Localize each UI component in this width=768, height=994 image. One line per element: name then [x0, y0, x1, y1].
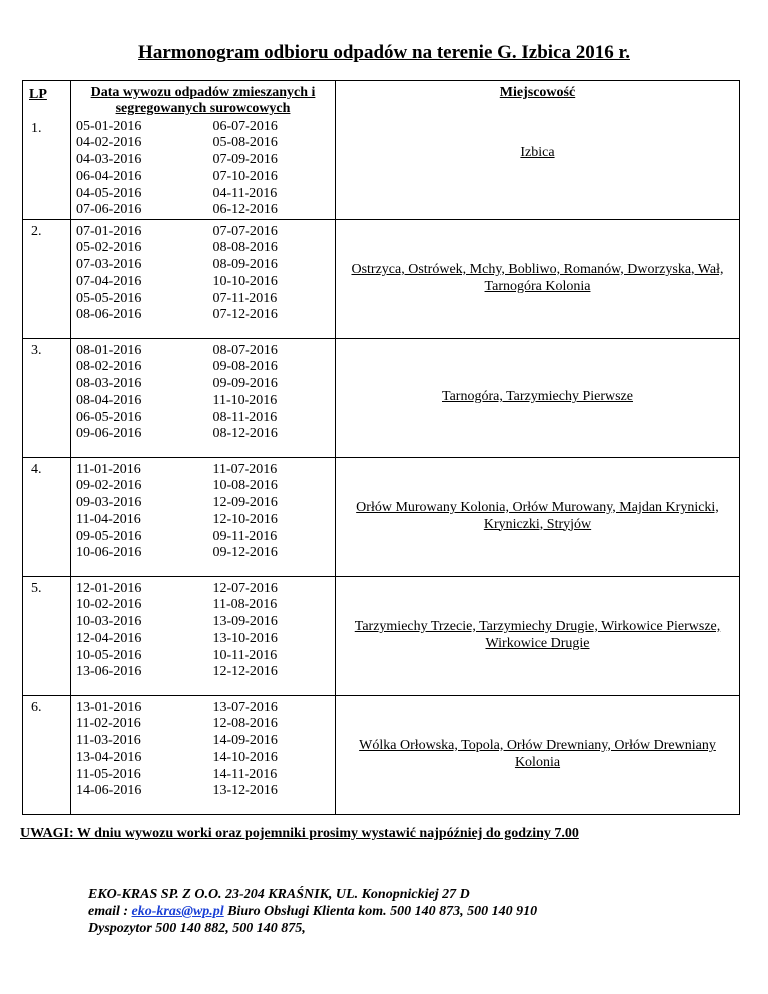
dates-block — [71, 339, 335, 457]
date-value: 07-07-2016 — [212, 223, 278, 239]
schedule-table — [22, 80, 740, 815]
lp-cell — [23, 80, 71, 219]
date-value: 06-04-2016 — [76, 168, 142, 184]
date-value: 07-01-2016 — [76, 223, 142, 239]
date-value: 06-12-2016 — [212, 202, 278, 218]
date-value: 06-05-2016 — [76, 409, 142, 425]
row-number: 5. — [31, 580, 42, 596]
date-value: 10-11-2016 — [212, 647, 278, 663]
place-name: Tarnogóra, Tarzymiechy Pierwsze — [442, 389, 633, 405]
place-name: Tarzymiechy Trzecie, Tarzymiechy Drugie, Wirkowice Pierwsze, Wirkowice Drugie — [354, 618, 721, 651]
date-value: 13-12-2016 — [212, 783, 278, 799]
lp-cell — [23, 457, 71, 576]
table-row — [23, 695, 740, 814]
dates-left-column — [71, 343, 199, 457]
date-value: 14-10-2016 — [212, 749, 278, 765]
row-number: 1. — [31, 120, 42, 136]
dates-block — [71, 119, 335, 219]
dates-right-column — [199, 462, 336, 576]
footer-contact — [88, 903, 537, 920]
lp-cell — [23, 576, 71, 695]
date-value: 10-02-2016 — [76, 597, 142, 613]
date-value: 08-04-2016 — [76, 392, 142, 408]
place-cell — [336, 576, 740, 695]
lp-header: LP — [29, 86, 47, 102]
date-value: 10-10-2016 — [212, 273, 278, 289]
dates-cell — [71, 457, 336, 576]
lp-cell — [23, 219, 71, 338]
date-value: 13-01-2016 — [76, 699, 142, 715]
email-link[interactable]: eko-kras@wp.pl — [131, 904, 224, 919]
date-value: 12-10-2016 — [212, 511, 278, 527]
row-number: 2. — [31, 223, 42, 239]
note: UWAGI: W dniu wywozu worki oraz pojemniki prosimy wystawić najpóźniej do godziny 7.00 — [20, 826, 579, 841]
date-value: 09-09-2016 — [212, 376, 278, 392]
date-value: 09-02-2016 — [76, 478, 142, 494]
footer-email-suffix: Biuro Obsługi Klienta kom. 500 140 873, 500 140 910 — [223, 904, 538, 919]
date-value: 05-08-2016 — [212, 135, 278, 151]
date-value: 11-05-2016 — [76, 766, 141, 782]
date-value: 12-04-2016 — [76, 630, 142, 646]
date-value: 08-12-2016 — [212, 426, 278, 442]
date-value: 05-01-2016 — [76, 118, 142, 134]
date-value: 13-10-2016 — [212, 630, 278, 646]
place-cell — [336, 219, 740, 338]
place-cell — [336, 695, 740, 814]
date-value: 14-09-2016 — [212, 733, 278, 749]
date-value: 07-03-2016 — [76, 257, 142, 273]
date-value: 11-08-2016 — [212, 597, 278, 613]
place-header: Miejscowość — [499, 84, 576, 100]
date-value: 08-07-2016 — [212, 342, 278, 358]
table-row — [23, 80, 740, 219]
dates-right-column — [199, 343, 336, 457]
place-name: Wólka Orłowska, Topola, Orłów Drewniany, Orłów Drewniany Kolonia — [359, 737, 716, 770]
footer-dispatcher: Dyspozytor 500 140 882, 500 140 875, — [88, 921, 306, 936]
dates-cell — [71, 338, 336, 457]
date-value: 07-12-2016 — [212, 307, 278, 323]
date-value: 12-08-2016 — [212, 716, 278, 732]
date-value: 08-09-2016 — [212, 257, 278, 273]
dates-cell — [71, 80, 336, 219]
place-name: Izbica — [520, 144, 555, 160]
date-value: 07-06-2016 — [76, 202, 142, 218]
date-value: 10-06-2016 — [76, 545, 142, 561]
dates-left-column — [71, 119, 199, 219]
dates-block — [71, 577, 335, 695]
dates-cell — [71, 576, 336, 695]
date-value: 11-02-2016 — [76, 716, 141, 732]
date-value: 08-08-2016 — [212, 240, 278, 256]
date-value: 11-04-2016 — [76, 511, 141, 527]
date-value: 12-01-2016 — [76, 580, 142, 596]
date-value: 12-09-2016 — [212, 495, 278, 511]
date-value: 07-11-2016 — [212, 290, 278, 306]
date-value: 05-02-2016 — [76, 240, 142, 256]
row-number: 4. — [31, 461, 42, 477]
date-value: 09-03-2016 — [76, 495, 142, 511]
dates-cell — [71, 219, 336, 338]
date-value: 04-03-2016 — [76, 152, 142, 168]
dates-right-column — [199, 700, 336, 814]
date-value: 13-09-2016 — [212, 614, 278, 630]
footer-company: EKO-KRAS SP. Z O.O. 23-204 KRAŚNIK, UL. Konopnickiej 27 D — [88, 887, 470, 902]
dates-block — [71, 458, 335, 576]
page-title: Harmonogram odbioru odpadów na terenie G. Izbica 2016 r. — [138, 42, 630, 63]
date-value: 11-07-2016 — [212, 461, 278, 477]
lp-cell — [23, 695, 71, 814]
date-value: 08-02-2016 — [76, 359, 142, 375]
date-value: 13-07-2016 — [212, 699, 278, 715]
date-value: 08-11-2016 — [212, 409, 278, 425]
dates-right-column — [199, 224, 336, 338]
date-value: 14-06-2016 — [76, 783, 142, 799]
dates-right-column — [199, 581, 336, 695]
date-value: 12-07-2016 — [212, 580, 278, 596]
date-value: 09-05-2016 — [76, 528, 142, 544]
dates-cell — [71, 695, 336, 814]
date-value: 10-05-2016 — [76, 647, 142, 663]
table-row — [23, 338, 740, 457]
row-number: 6. — [31, 699, 42, 715]
footer-email-prefix: email : — [88, 904, 132, 919]
date-value: 08-03-2016 — [76, 376, 142, 392]
place-name: Ostrzyca, Ostrówek, Mchy, Bobliwo, Romanów, Dworzyska, Wał, Tarnogóra Kolonia — [351, 261, 724, 294]
dates-left-column — [71, 581, 199, 695]
date-value: 08-06-2016 — [76, 307, 142, 323]
lp-cell — [23, 338, 71, 457]
date-value: 07-09-2016 — [212, 152, 278, 168]
date-value: 11-01-2016 — [76, 461, 141, 477]
date-value: 11-03-2016 — [76, 733, 141, 749]
date-value: 10-03-2016 — [76, 614, 142, 630]
date-value: 07-10-2016 — [212, 168, 278, 184]
date-value: 10-08-2016 — [212, 478, 278, 494]
date-value: 13-04-2016 — [76, 749, 142, 765]
date-value: 04-02-2016 — [76, 135, 142, 151]
date-value: 04-11-2016 — [212, 185, 278, 201]
table-row — [23, 219, 740, 338]
date-value: 12-12-2016 — [212, 664, 278, 680]
date-value: 09-11-2016 — [212, 528, 278, 544]
date-value: 07-04-2016 — [76, 273, 142, 289]
dates-header: Data wywozu odpadów zmieszanych i segregowanych surowcowych — [90, 84, 316, 117]
footer — [88, 886, 537, 937]
table-row — [23, 457, 740, 576]
place-cell — [336, 457, 740, 576]
date-value: 14-11-2016 — [212, 766, 278, 782]
date-value: 13-06-2016 — [76, 664, 142, 680]
date-value: 06-07-2016 — [212, 118, 278, 134]
place-cell — [336, 338, 740, 457]
table-row — [23, 576, 740, 695]
date-value: 11-10-2016 — [212, 392, 278, 408]
date-value: 05-05-2016 — [76, 290, 142, 306]
place-name: Orłów Murowany Kolonia, Orłów Murowany, Majdan Krynicki, Kryniczki, Stryjów — [356, 499, 719, 532]
row-number: 3. — [31, 342, 42, 358]
date-value: 09-08-2016 — [212, 359, 278, 375]
date-value: 04-05-2016 — [76, 185, 142, 201]
dates-block — [71, 696, 335, 814]
date-value: 09-12-2016 — [212, 545, 278, 561]
date-value: 08-01-2016 — [76, 342, 142, 358]
dates-left-column — [71, 700, 199, 814]
date-value: 09-06-2016 — [76, 426, 142, 442]
dates-block — [71, 220, 335, 338]
dates-right-column — [199, 119, 336, 219]
place-cell — [336, 80, 740, 219]
dates-left-column — [71, 462, 199, 576]
dates-left-column — [71, 224, 199, 338]
